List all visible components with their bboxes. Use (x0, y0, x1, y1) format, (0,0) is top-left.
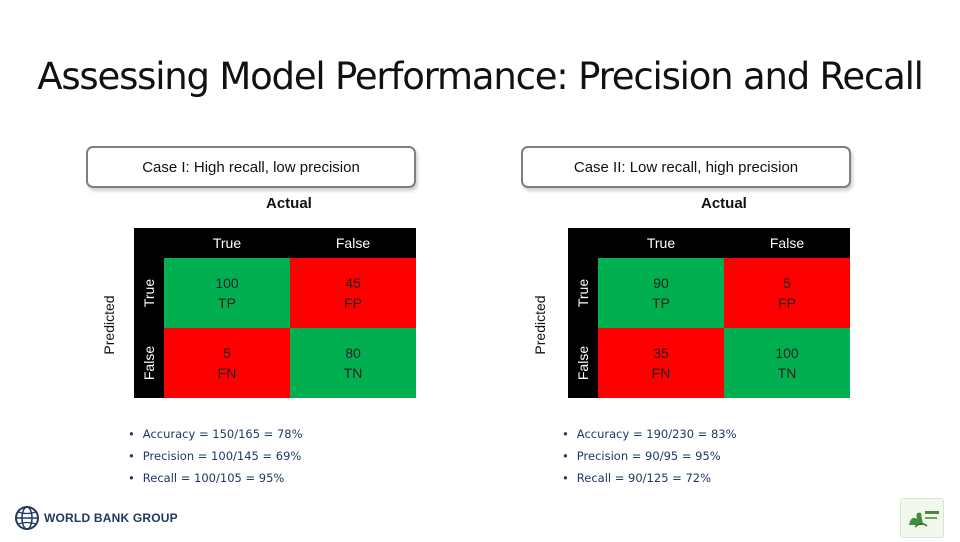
case2-cell-tp: 90 TP (598, 258, 724, 328)
case1-heading-box (86, 146, 416, 188)
case2-row-header-true: True (568, 258, 598, 328)
partner-logo (900, 498, 944, 538)
case2-heading-box (521, 146, 851, 188)
slide-title: Assessing Model Performance: Precision and Recall (37, 55, 923, 98)
case1-col-header-true: True (164, 228, 290, 258)
case1-actual-label: Actual (266, 195, 312, 212)
list-item: • Accuracy = 190/230 = 83% (562, 427, 737, 441)
case1-cell-fp: 45 FP (290, 258, 416, 328)
case2-col-header-false: False (724, 228, 850, 258)
case1-metrics-list (128, 424, 303, 490)
case2-corner-cell (568, 228, 598, 258)
case2-cell-fp: 5 FP (724, 258, 850, 328)
case2-row-header-false: False (568, 328, 598, 398)
case2-col-header-true: True (598, 228, 724, 258)
case2-predicted-label: Predicted (532, 295, 548, 355)
world-bank-logo-text: WORLD BANK GROUP (44, 511, 178, 525)
case1-row-header-true: True (134, 258, 164, 328)
case1-col-header-false: False (290, 228, 416, 258)
case1-heading: Case I: High recall, low precision (142, 158, 360, 176)
case1-cell-fn: 5 FN (164, 328, 290, 398)
list-item: • Precision = 90/95 = 95% (562, 449, 721, 463)
globe-icon (14, 505, 40, 531)
case2-cell-tn: 100 TN (724, 328, 850, 398)
list-item: • Recall = 90/125 = 72% (562, 471, 712, 485)
case2-metrics-list (562, 424, 737, 490)
case1-corner-cell (134, 228, 164, 258)
list-item: • Precision = 100/145 = 69% (128, 449, 302, 463)
case1-predicted-label: Predicted (101, 295, 117, 355)
partner-logo-icon (901, 499, 943, 537)
list-item: • Accuracy = 150/165 = 78% (128, 427, 303, 441)
case1-cell-tp: 100 TP (164, 258, 290, 328)
case1-cell-tn: 80 TN (290, 328, 416, 398)
case1-row-header-false: False (134, 328, 164, 398)
case2-actual-label: Actual (701, 195, 747, 212)
world-bank-logo (14, 505, 178, 531)
case2-heading: Case II: Low recall, high precision (573, 158, 799, 176)
list-item: • Recall = 100/105 = 95% (128, 471, 285, 485)
case2-cell-fn: 35 FN (598, 328, 724, 398)
